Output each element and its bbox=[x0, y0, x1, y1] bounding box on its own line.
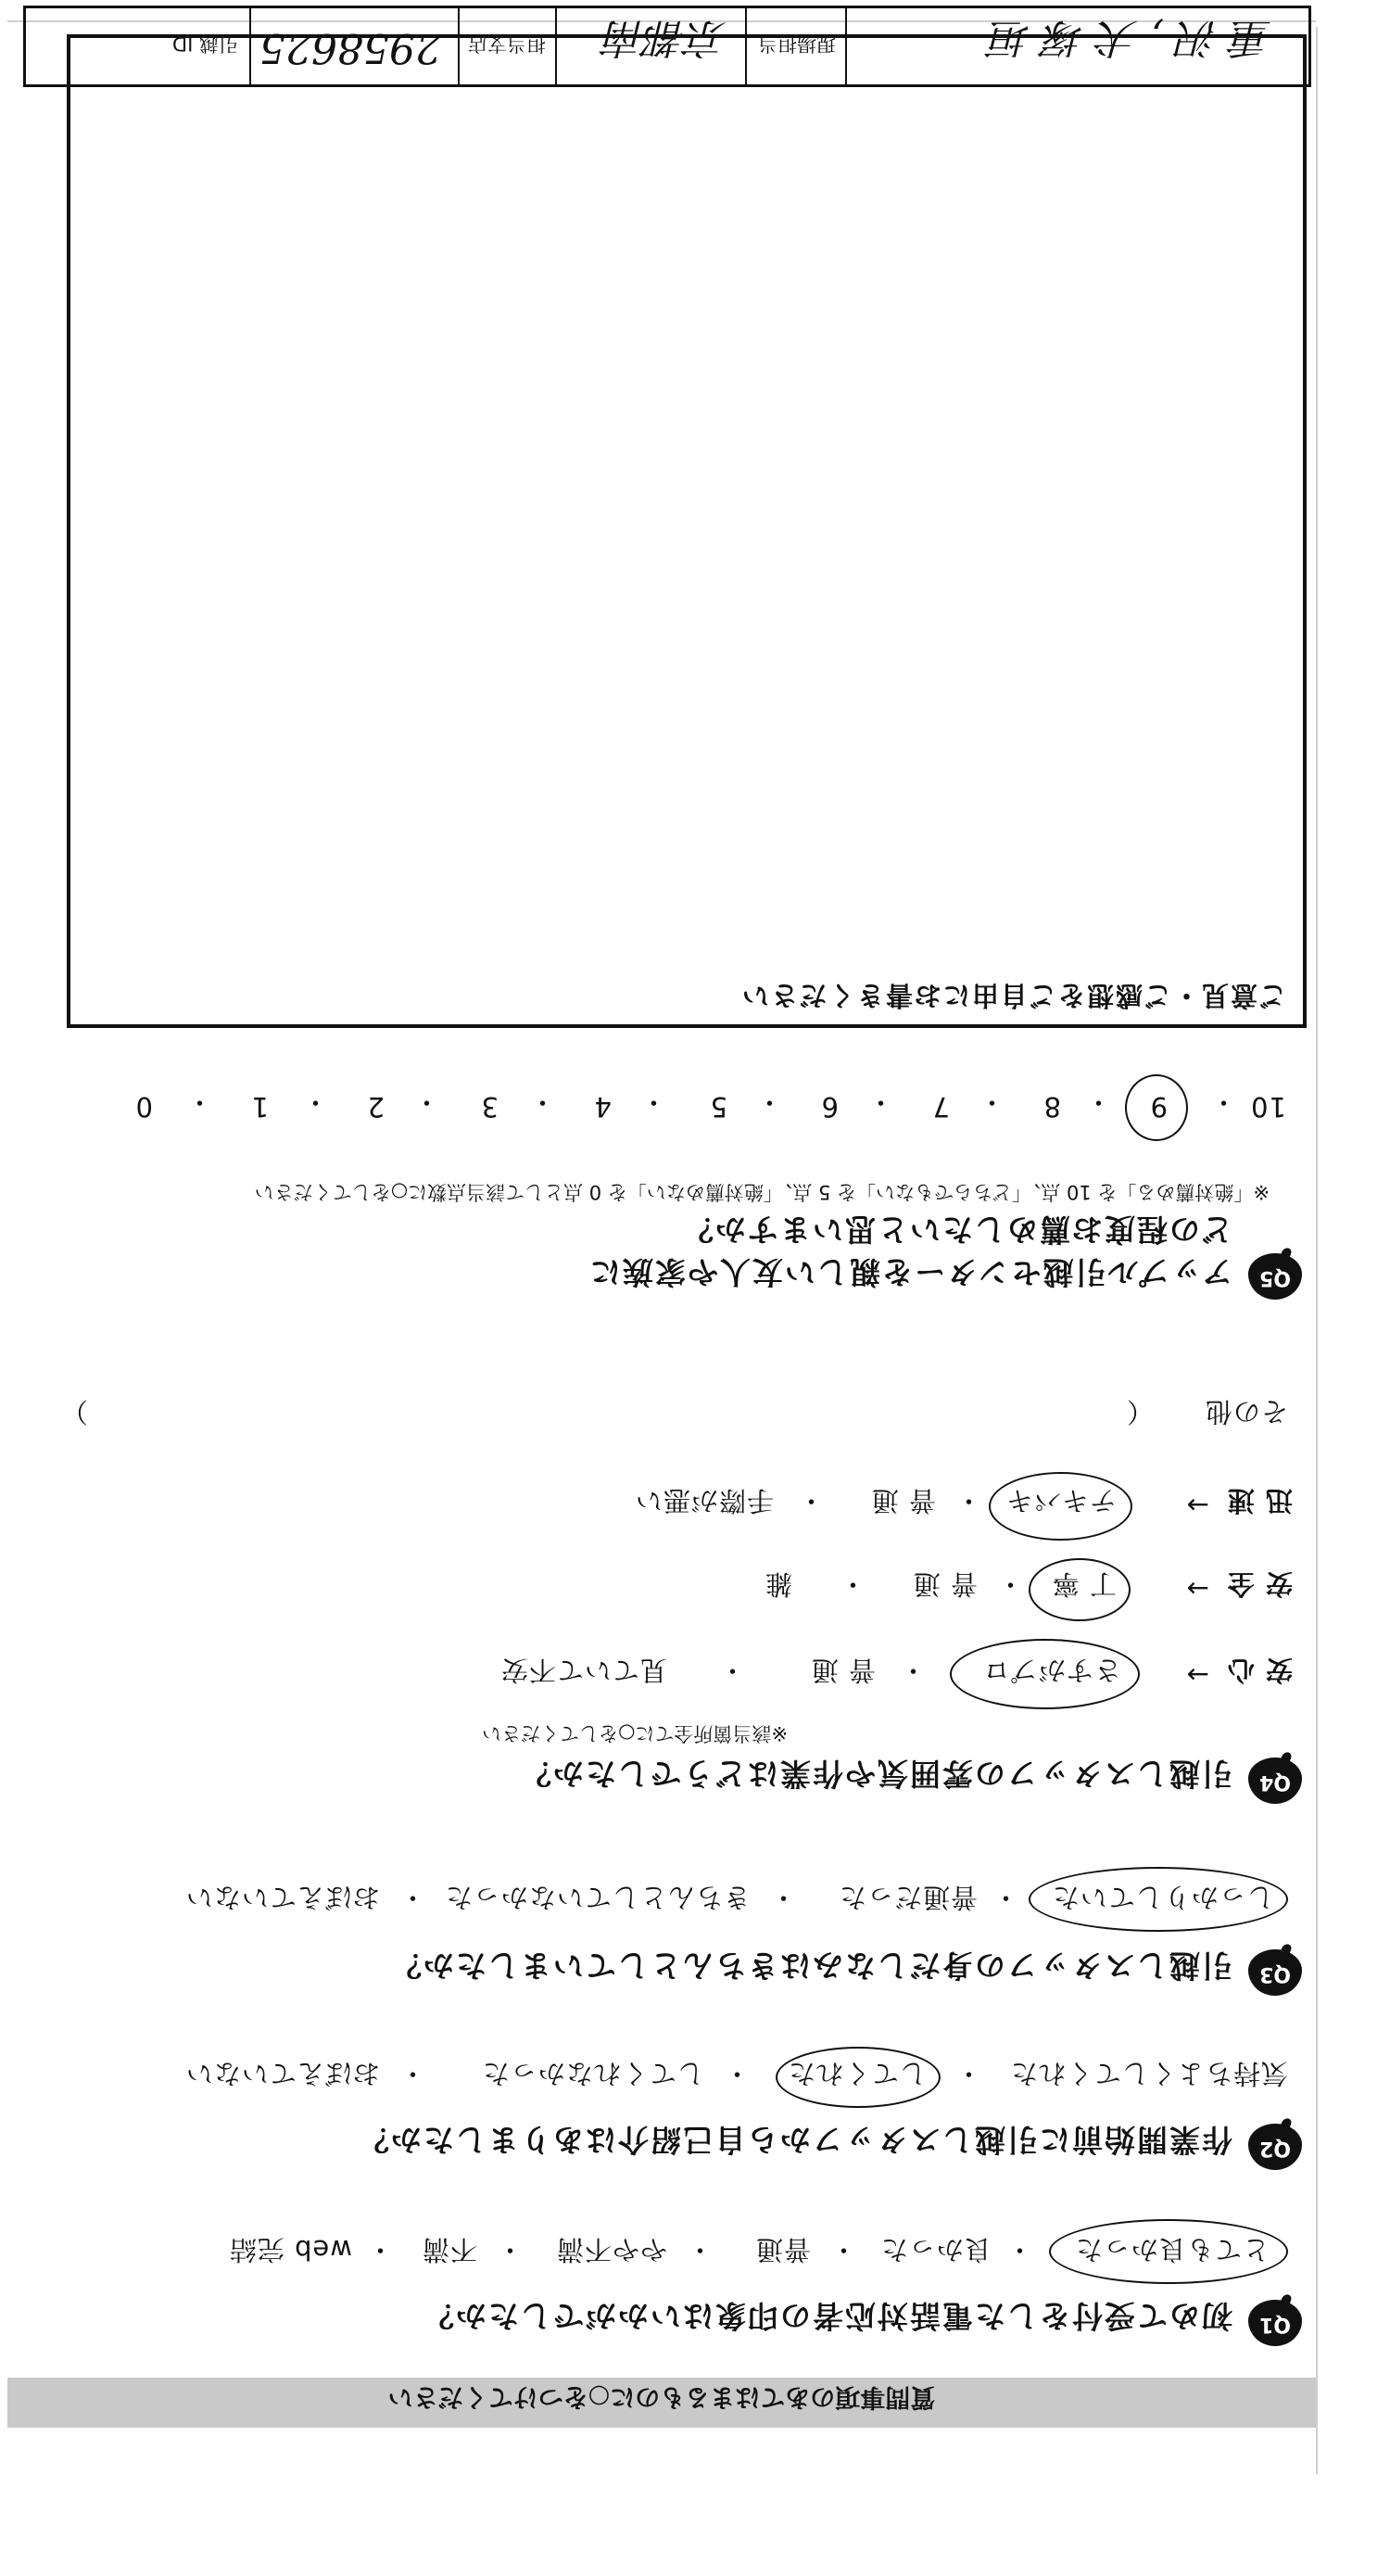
id-value: 2958625 bbox=[259, 24, 441, 71]
leader-value-cell bbox=[845, 8, 1308, 84]
q5-note: ※「絶対薦める」を 10 点、「どちらでもない」を 5 点、「絶対薦めない」を 0 点として該当点数に○をしてください bbox=[254, 1181, 1270, 1203]
q5-score[interactable]: 7 bbox=[931, 1091, 950, 1123]
q4-option[interactable]: 見ていて不安 bbox=[499, 1655, 667, 1686]
q3-option[interactable]: 普通だった bbox=[838, 1882, 978, 1913]
q3-option[interactable]: しっかりしていた bbox=[1051, 1882, 1274, 1913]
q4-badge: Q4 bbox=[1248, 1750, 1302, 1804]
q1-option[interactable]: 良かった bbox=[879, 2234, 992, 2265]
q5-score[interactable]: 1 bbox=[250, 1091, 269, 1123]
q1-option[interactable]: 不満 bbox=[421, 2234, 477, 2265]
q4-row-label: 迅 速 bbox=[1226, 1485, 1293, 1516]
q4-row-label: 安 心 bbox=[1226, 1655, 1293, 1686]
q5-score[interactable]: 0 bbox=[134, 1091, 153, 1123]
id-label-cell bbox=[26, 8, 249, 84]
q3-option[interactable]: きちんとしていなかった bbox=[444, 1882, 751, 1913]
q2-question: 作業開始前に引越しスタッフから自己紹介はありましたか？ bbox=[357, 2122, 1232, 2158]
arrow: → bbox=[1185, 1490, 1209, 1521]
q4-option[interactable]: 手際が悪い bbox=[634, 1485, 774, 1516]
q3-option[interactable]: おぼえていない bbox=[184, 1882, 380, 1913]
q4-option[interactable]: 雑 bbox=[764, 1568, 792, 1600]
q4-note: ※該当箇所全てに○をしてください bbox=[482, 1722, 788, 1745]
q1-option[interactable]: とても良かった bbox=[1074, 2234, 1270, 2265]
q5-score[interactable]: 4 bbox=[593, 1091, 612, 1123]
q4-option[interactable]: 普 通 bbox=[870, 1485, 936, 1516]
footer-table bbox=[23, 6, 1311, 87]
q1-question: 初めて受付をした電話対応者の印象はいかがでしたか？ bbox=[422, 2298, 1232, 2334]
page-edge-line bbox=[1316, 27, 1318, 2474]
q4-option[interactable]: 丁 寧 bbox=[1051, 1568, 1117, 1600]
comment-heading: ご意見・ご感想をご自由にお書きください bbox=[739, 980, 1286, 1011]
q2-option[interactable]: してくれなかった bbox=[481, 2058, 704, 2089]
q2-option[interactable]: おぼえていない bbox=[184, 2058, 380, 2089]
q5-question-line2: どの程度お薦めしたいと思いますか？ bbox=[681, 1212, 1232, 1248]
leader-label-cell bbox=[745, 8, 845, 84]
q1-option[interactable]: web 完結 bbox=[228, 2234, 352, 2265]
q4-row-label: 安 全 bbox=[1226, 1568, 1293, 1600]
q4-question: 引越しスタッフの雰囲気や作業はどうでしたか？ bbox=[519, 1756, 1232, 1792]
q4-option[interactable]: テキパキ bbox=[1005, 1485, 1117, 1516]
q4-other-open: （ bbox=[1125, 1396, 1154, 1428]
q5-question-line1: アップル引越センターを親しい友人や家族に bbox=[588, 1254, 1232, 1290]
arrow: → bbox=[1185, 1659, 1209, 1691]
branch-value: 京都南 bbox=[604, 14, 727, 61]
q2-option[interactable]: 気持ちよくしてくれた bbox=[1009, 2058, 1288, 2089]
q4-other-field[interactable] bbox=[93, 1395, 1112, 1432]
branch-label: 担当支店 bbox=[468, 32, 546, 55]
leader-label: 現場担当 bbox=[758, 32, 836, 55]
q3-question: 引越しスタッフの身だしなみはきちんとしていましたか？ bbox=[389, 1948, 1232, 1984]
q3-badge: Q3 bbox=[1248, 1942, 1302, 1996]
q5-score[interactable]: 10 bbox=[1250, 1091, 1286, 1123]
q2-badge: Q2 bbox=[1248, 2116, 1302, 2170]
leader-value: 重 沢 , 犬 塚 垣 bbox=[990, 14, 1271, 61]
q1-option[interactable]: 普通 bbox=[754, 2234, 811, 2265]
q4-other-label: その他 bbox=[1204, 1396, 1288, 1428]
survey-page: 質問事項のあてはまるものに○をつけてください Q1 初めて受付をした電話対応者の印象はいかがでしたか？ とても良かった ・ 良かった ・ 普通 ・ やや不満 ・ 不満 ・ web 完結 Q2 作業開始前に引越しスタッフから自己紹介はありましたか？ 気持ちよくしてくれた ・ してくれた ・ してくれなかった ・ おぼえていない Q3 引越しスタッフの身だしなみはきちんとしていましたか？ しっかりしていた ・ 普通だった ・ きちんとしていなかった ・ おぼえていない Q4 引越しスタッフの雰囲気や作業はどうでしたか？ ※該当箇所全てに○をしてください 安 心 → さすがプロ ・ 普 通 ・ 見ていて不安 安 全 → 丁 寧 ・ 普 通 ・ 雑 迅 速 → テキパキ ・ 普 通 ・ 手際が悪い その他 （ ） Q5 アップル引越センターを親しい友人や家族に どの程度お薦めしたいと思いますか？ ※「絶対薦める」を 10 点、「どちらでもない」を 5 点、「絶対薦めない」を 0 点として該当点数に○をしてください 10 ・ 9 ・ 8 ・ 7 ・ 6 ・ 5 ・ 4 ・ 3 ・ 2 ・ 1 ・ 0 ご意見・ご感想をご自由にお書きください 重 沢 , 犬 塚 垣 現場担当 京都南 担当支店 2958625 引越 ID bbox=[0, 0, 1390, 2576]
q5-badge: Q5 bbox=[1248, 1246, 1302, 1300]
branch-label-cell bbox=[458, 8, 555, 84]
id-value-cell bbox=[249, 8, 458, 84]
q2-option[interactable]: してくれた bbox=[787, 2058, 927, 2089]
q1-option[interactable]: やや不満 bbox=[555, 2234, 667, 2265]
q4-other-close: ） bbox=[59, 1396, 88, 1428]
branch-value-cell bbox=[555, 8, 745, 84]
id-label: 引越 ID bbox=[171, 32, 238, 55]
instruction-banner bbox=[7, 2378, 1316, 2428]
q4-option[interactable]: 普 通 bbox=[912, 1568, 978, 1600]
q5-score[interactable]: 6 bbox=[820, 1091, 839, 1123]
q5-score[interactable]: 2 bbox=[366, 1091, 385, 1123]
q4-option[interactable]: さすがプロ bbox=[981, 1655, 1121, 1686]
q5-score[interactable]: 9 bbox=[1149, 1091, 1168, 1123]
q5-score[interactable]: 3 bbox=[480, 1091, 499, 1123]
q4-option[interactable]: 普 通 bbox=[810, 1655, 876, 1686]
instruction-text: 質問事項のあてはまるものに○をつけてください bbox=[387, 2382, 936, 2411]
comment-box[interactable] bbox=[67, 34, 1307, 1028]
q5-score[interactable]: 8 bbox=[1042, 1091, 1061, 1123]
q1-badge: Q1 bbox=[1248, 2292, 1302, 2346]
q5-score[interactable]: 5 bbox=[709, 1091, 727, 1123]
arrow: → bbox=[1185, 1573, 1209, 1605]
